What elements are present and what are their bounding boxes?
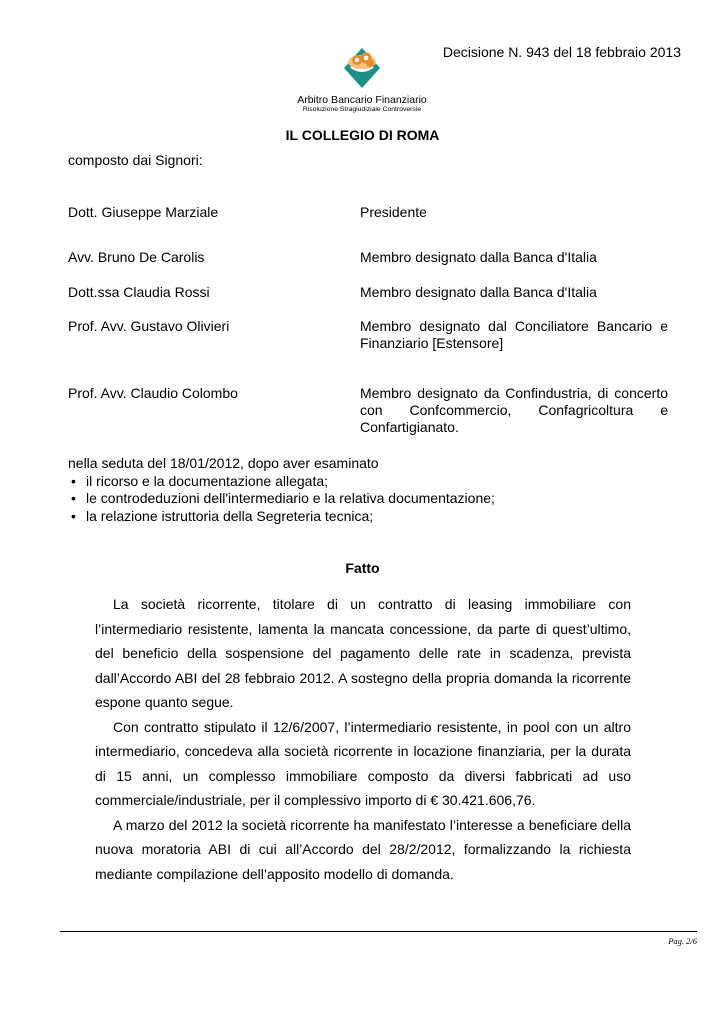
member-role: Presidente xyxy=(360,204,427,220)
member-role: Membro designato dal Conciliatore Bancario e Finanziario [Estensore] xyxy=(360,318,668,351)
list-item xyxy=(68,508,495,526)
member-name: Prof. Avv. Gustavo Olivieri xyxy=(68,318,230,334)
list-item-text: la relazione istruttoria della Segreteria tecnica; xyxy=(86,507,374,524)
page-number: Pag. 2/6 xyxy=(668,936,697,946)
member-name: Dott. Giuseppe Marziale xyxy=(68,204,219,220)
list-item-text: il ricorso e la documentazione allegata; xyxy=(86,472,329,489)
footer-divider xyxy=(60,931,697,932)
bullet-icon: • xyxy=(71,472,76,489)
seduta-intro: nella seduta del 18/01/2012, dopo aver esaminato xyxy=(68,455,379,471)
seduta-list xyxy=(68,473,495,526)
bullet-icon: • xyxy=(71,490,76,506)
abf-emblem-icon xyxy=(336,46,388,92)
fatto-body xyxy=(95,592,631,886)
bullet-icon: • xyxy=(71,507,76,524)
paragraph: Con contratto stipulato il 12/6/2007, l’intermediario resistente, in pool con un altro intermediario, concedeva alla società ricorrente in locazione finanziaria, per la durata di 15 anni, un complesso immobiliare composto da diversi fabbricati ad uso commerciale/industriale, per il complessivo importo di € 30.421.606,76. xyxy=(95,718,631,808)
collegio-title: IL COLLEGIO DI ROMA xyxy=(285,127,440,143)
member-role: Membro designato da Confindustria, di concerto con Confcommercio, Confagricoltura e Confartigianato. xyxy=(360,385,668,435)
seduta-block xyxy=(68,455,495,525)
list-item-text: le controdeduzioni dell'intermediario e la relativa documentazione; xyxy=(86,490,495,506)
abf-logo xyxy=(296,46,428,113)
member-role: Membro designato dalla Banca d'Italia xyxy=(360,249,597,265)
composto-line: composto dai Signori: xyxy=(68,152,203,168)
logo-subtitle: Risoluzione Stragiudiziale Controversie xyxy=(302,106,422,113)
list-item xyxy=(68,473,495,491)
paragraph: A marzo del 2012 la società ricorrente ha manifestato l’interesse a beneficiare della nuova moratoria ABI di cui all’Accordo del 28/2/2012, formalizzando la richiesta mediante compilazione dell’apposito modello di domanda. xyxy=(95,816,631,882)
member-name: Dott.ssa Claudia Rossi xyxy=(68,284,210,300)
logo-name: Arbitro Bancario Finanziario xyxy=(297,94,427,106)
paragraph: La società ricorrente, titolare di un contratto di leasing immobiliare con l’intermediario resistente, lamenta la mancata concessione, da parte di quest’ultimo, del beneficio della sospensione del pagamento delle rate in scadenza, prevista dall’Accordo ABI del 28 febbraio 2012. A sostegno della propria domanda la ricorrente espone quanto segue. xyxy=(95,596,631,710)
fatto-heading: Fatto xyxy=(345,560,380,576)
list-item xyxy=(68,490,495,508)
member-role: Membro designato dalla Banca d'Italia xyxy=(360,284,597,300)
member-name: Prof. Avv. Claudio Colombo xyxy=(68,385,238,401)
decision-number: Decisione N. 943 del 18 febbraio 2013 xyxy=(442,44,681,60)
member-name: Avv. Bruno De Carolis xyxy=(68,249,205,265)
